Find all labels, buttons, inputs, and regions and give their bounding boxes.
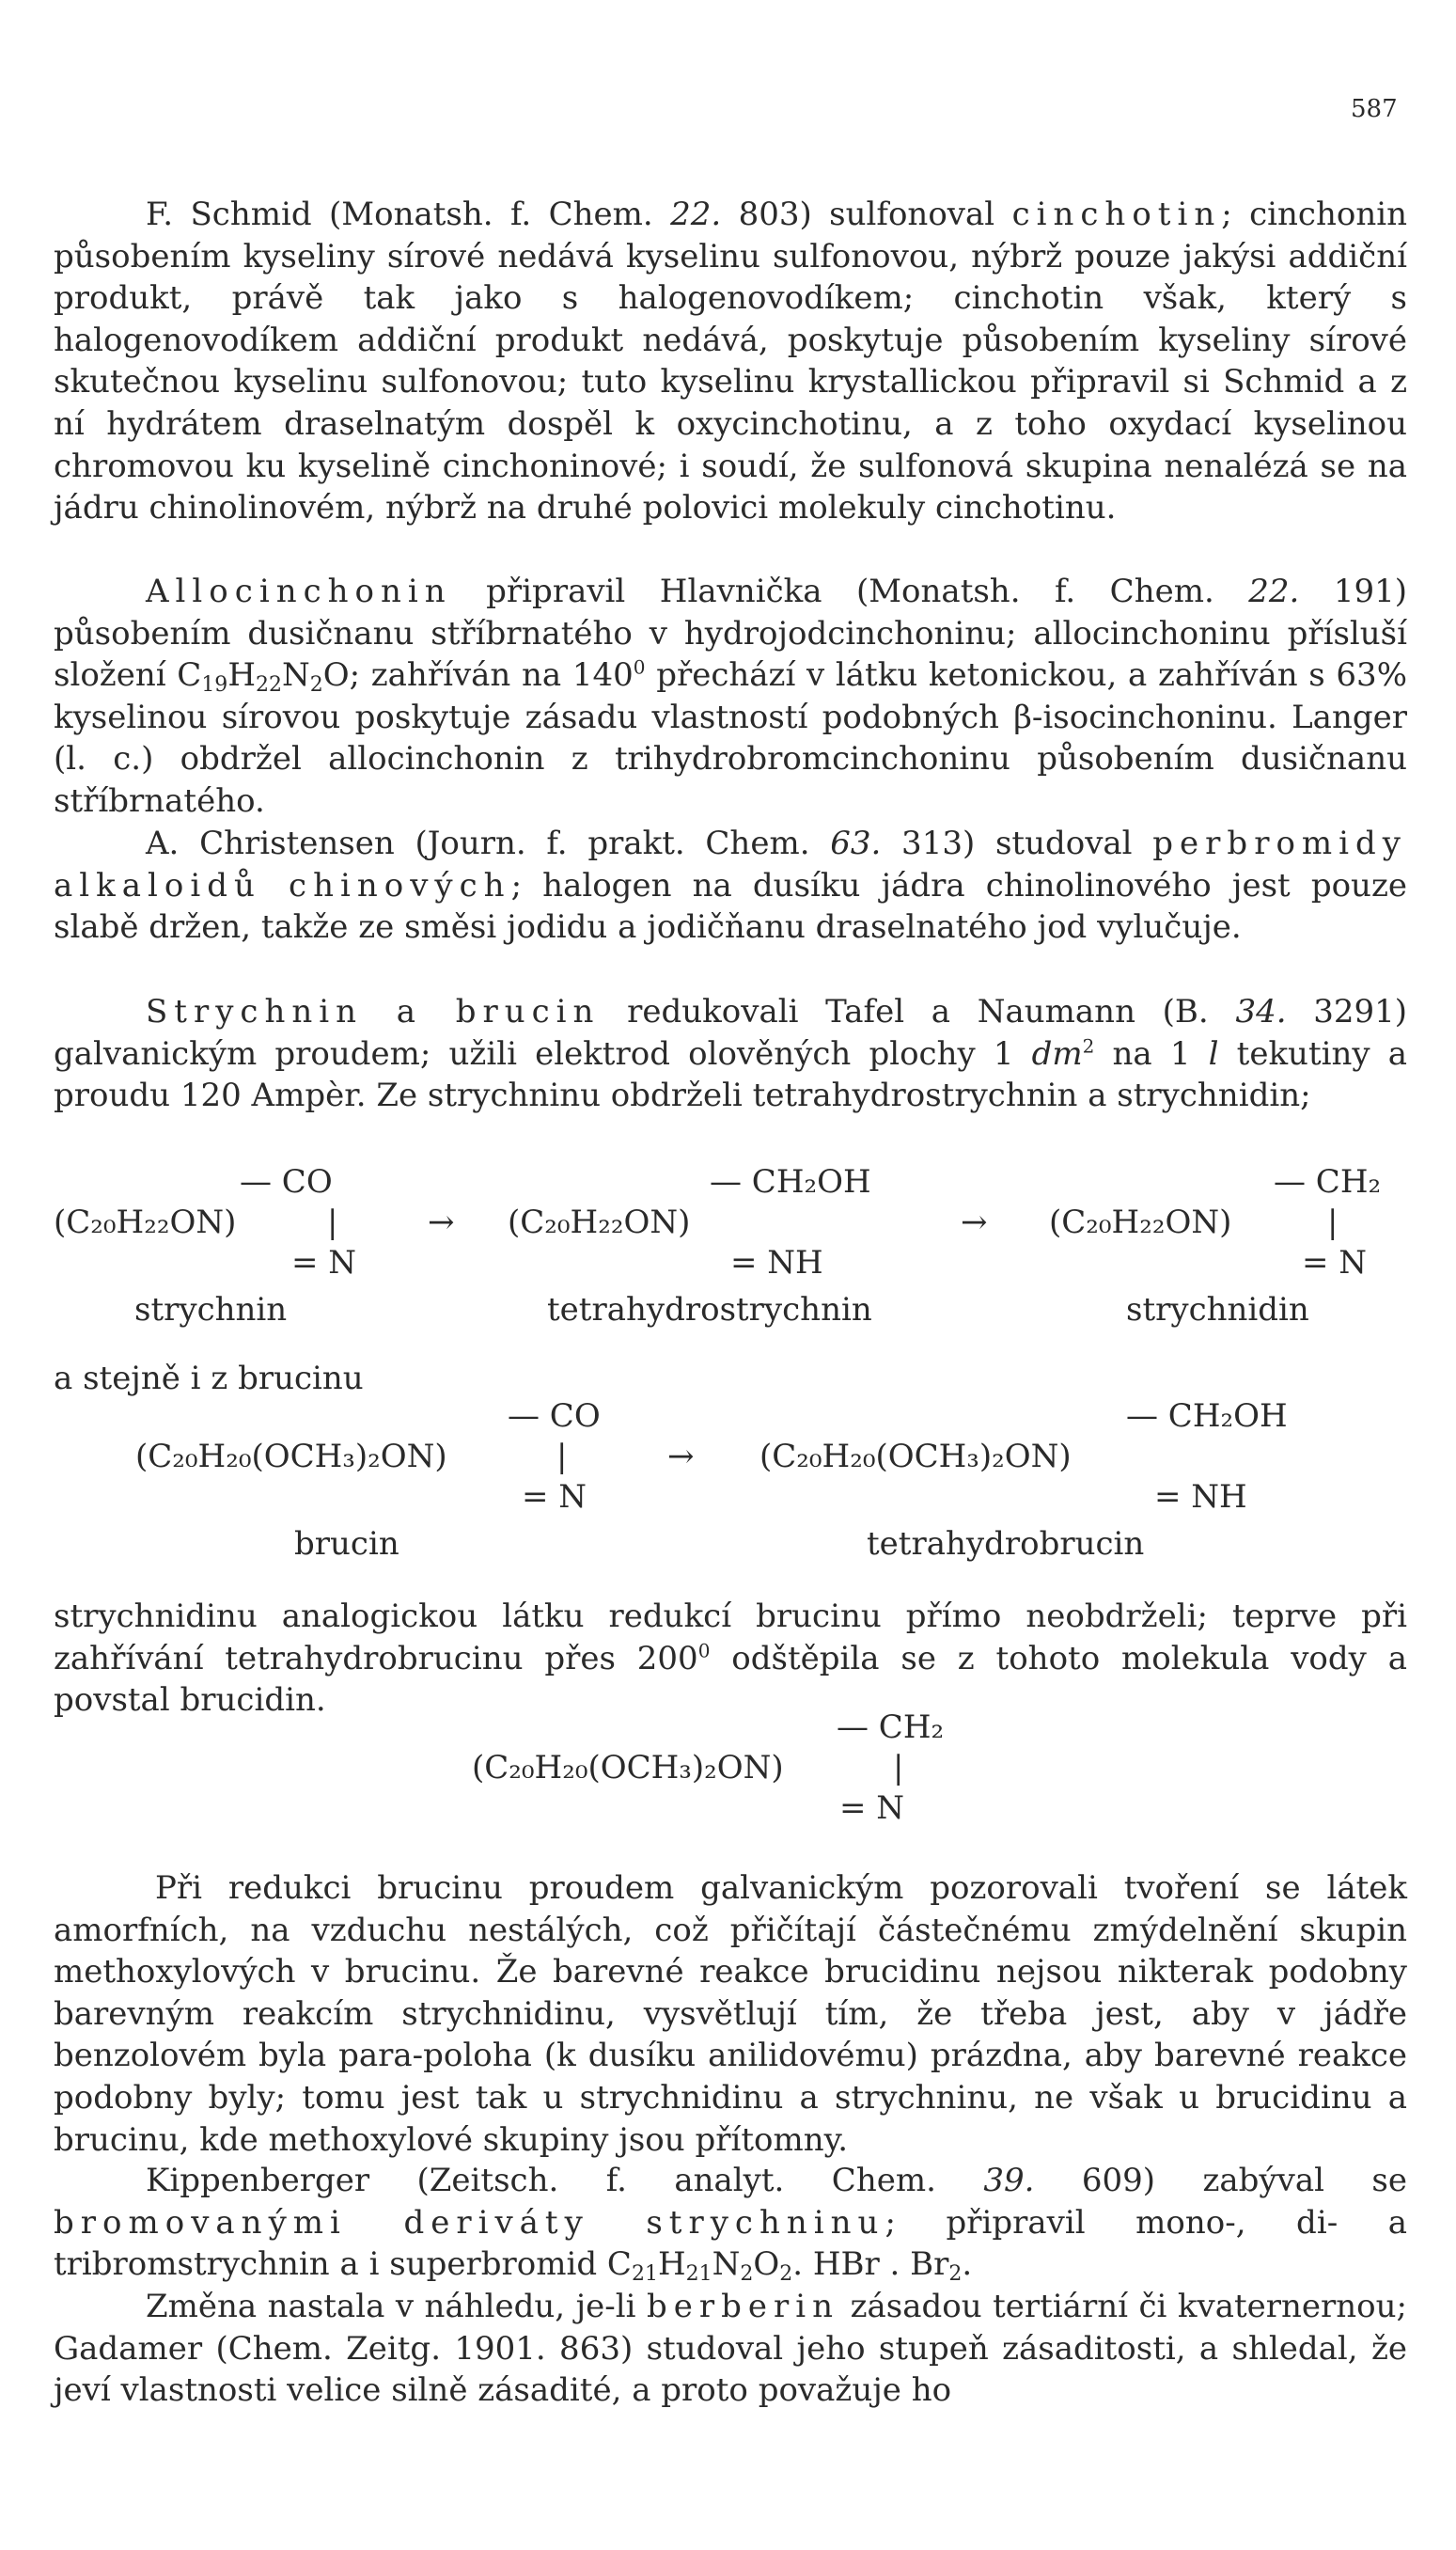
paragraph-berberin: Změna nastala v náhledu, je-li berberin zásadou tertiární či kvaternernou; Gadamer (Chem. Zeitg. 1901. 863) studoval jeho stupeň zásaditosti, a shledal, že jeví vlastnosti velice silně zásadité, a proto považuje ho: [54, 2288, 1407, 2410]
reaction-arrow: →: [667, 1438, 695, 1475]
paragraph-allocinchonin: Allocinchonin připravil Hlavnička (Monatsh. f. Chem. 22. 191) působením dusičnanu stříbrnatého v hydrojodcinchoninu; allocinchoninu přísluší složení $C_{19}H_{22}N_2O$; zahříván na $140^0$ přechází v látku ketonickou, a zahříván s 63% kyselinou sírovou poskytuje zásadu vlastností podobných β-isocinchoninu. Langer (l. c.) obdržel allocinchonin z trihydrobromcinchoninu působením dusičnanu stříbrnatého.: [54, 573, 1407, 820]
paragraph-kippenberger: Kippenberger (Zeitsch. f. analyt. Chem. 39. 609) zabýval se bromovanými deriváty strychninu; připravil mono-, di- a tribromstrychnin a i superbromid $C_{21}H_{21}N_2O_2$. HBr . $Br_2$.: [54, 2162, 1407, 2287]
paragraph-perbromidy: A. Christensen (Journ. f. prakt. Chem. 63. 313) studoval perbromidy alkaloidů chinových; halogen na dusíku jádra chinolinového jest pouze slabě držen, takže ze směsi jodidu a jodičňanu draselnatého jod vylučuje.: [54, 825, 1408, 947]
book-page: 587 F. Schmid (Monatsh. f. Chem. 22. 803) sulfonoval cinchotin; cinchonin působením kyseliny sírové nedává kyselinu sulfonovou, nýbrž pouze jakýsi addiční produkt, právě tak jako s halogenovodíkem; cinchotin však, který s halogenovodíkem addiční produkt nedává, poskytuje působením kyseliny sírové skutečnou kyselinu sulfonovou; tuto kyselinu krystallickou připravil si Schmid a z ní hydrátem draselnatým dospěl k oxycinchotinu, a z toho oxydací kyselinou chromovou ku kyselině cinchoninové; i soudí, že sulfonová skupina nenalézá se na jádru chinolinovém, nýbrž na druhé polovici molekuly cinchotinu. Allocinchonin připravil Hlavnička (Monatsh. f. Chem. 22. 191) působením dusičnanu stříbrnatého v hydrojodcinchoninu; allocinchoninu přísluší složení $C_{19}H_{22}N_2O$; zahříván na $140^0$ přechází v látku ketonickou, a zahříván s 63% kyselinou sírovou poskytuje zásadu vlastností podobných β-isocinchoninu. Langer (l. c.) obdržel allocinchonin z trihydrobromcinchoninu působením dusičnanu stříbrnatého. A. Christensen (Journ. f. prakt. Chem. 63. 313) studoval perbromidy alkaloidů chinových; halogen na dusíku jádra chinolinového jest pouze slabě držen, takže ze směsi jodidu a jodičňanu draselnatého jod vylučuje. Strychnin a brucin redukovali Tafel a Naumann (B. 34. 3291) galvanickým proudem; užili elektrod olověných plochy 1 $dm^2$ na 1 l tekutiny a proudu 120 Ampèr. Ze strychninu obdrželi tetrahydrostrychnin a strychnidin; — CO (C₂₀H₂₂ON) | = N strychnin → — CH₂OH (C₂₀H₂₂ON) = NH tetrahydrostrychnin → — CH₂ (C₂₀H₂₂ON) | = N strychnidin a stejně i z brucinu — CO (C₂₀H₂₀(OCH₃)₂ON) | = N brucin → — CH₂OH (C₂₀H₂₀(OCH₃)₂ON) = NH tetrahydrobrucin strychnidinu analogickou látku redukcí brucinu přímo neobdrželi; teprve při zahřívání tetrahydrobrucinu přes $200^0$ odštěpila se z tohoto molekula vody a povstal brucidin. — CH₂ (C₂₀H₂₀(OCH₃)₂ON) | = N Při redukci brucinu proudem galvanickým pozorovali tvoření se látek amorfních, na vzduchu nestálých, což přičítají částečnému zmýdelnění skupin methoxylových v brucinu. Že barevné reakce brucidinu nejsou nikterak podobny barevným reakcím strychnidinu, vysvětlují tím, že třeba jest, aby v jádře benzolovém byla para-poloha (k dusíku anilidovému) prázdna, aby barevné reakce podobny byly; tomu jest tak u strychnidinu a strychninu, ne však u brucidinu a brucinu, kde methoxylové skupiny jsou přítomny. Kippenberger (Zeitsch. f. analyt. Chem. 39. 609) zabýval se bromovanými deriváty strychninu; připravil mono-, di- a tribromstrychnin a i superbromid $C_{21}H_{21}N_2O_2$. HBr . $Br_2$. Změna nastala v náhledu, je-li berberin zásadou tertiární či kvaternernou; Gadamer (Chem. Zeitg. 1901. 863) studoval jeho stupeň zásaditosti, a shledal, že jeví vlastnosti velice silně zásadité, a proto považuje ho: [0, 0, 1456, 2550]
paragraph-brucidin: strychnidinu analogickou látku redukcí brucinu přímo neobdrželi; teprve při zahřívání tetrahydrobrucinu přes $200^0$ odštěpila se z tohoto molekula vody a povstal brucidin.: [54, 1598, 1407, 1720]
paragraph-cinchotin: F. Schmid (Monatsh. f. Chem. 22. 803) sulfonoval cinchotin; cinchonin působením kyseliny sírové nedává kyselinu sulfonovou, nýbrž pouze jakýsi addiční produkt, právě tak jako s halogenovodíkem; cinchotin však, který s halogenovodíkem addiční produkt nedává, poskytuje působením kyseliny sírové skutečnou kyselinu sulfonovou; tuto kyselinu krystallickou připravil si Schmid a z ní hydrátem draselnatým dospěl k oxycinchotinu, a z toho oxydací kyselinou chromovou ku kyselině cinchoninové; i soudí, že sulfonová skupina nenalézá se na jádru chinolinovém, nýbrž na druhé polovici molekuly cinchotinu.: [54, 196, 1408, 527]
paragraph-strychnin-brucin: Strychnin a brucin redukovali Tafel a Naumann (B. 34. 3291) galvanickým proudem; užili elektrod olověných plochy 1 $dm^2$ na 1 l tekutiny a proudu 120 Ampèr. Ze strychninu obdrželi tetrahydrostrychnin a strychnidin;: [54, 993, 1408, 1115]
paragraph-redukce: Při redukci brucinu proudem galvanickým pozorovali tvoření se látek amorfních, na vzduchu nestálých, což přičítají částečnému zmýdelnění skupin methoxylových v brucinu. Že barevné reakce brucidinu nejsou nikterak podobny barevným reakcím strychnidinu, vysvětlují tím, že třeba jest, aby v jádře benzolovém byla para-poloha (k dusíku anilidovému) prázdna, aby barevné reakce podobny byly; tomu jest tak u strychnidinu a strychninu, ne však u brucidinu a brucinu, kde methoxylové skupiny jsou přítomny.: [54, 1869, 1407, 2159]
page-number: 587: [1351, 95, 1398, 123]
reaction-arrow: →: [428, 1204, 455, 1241]
reaction-arrow: →: [961, 1204, 988, 1241]
paragraph-brucin-intro: a stejně i z brucinu: [54, 1360, 364, 1397]
